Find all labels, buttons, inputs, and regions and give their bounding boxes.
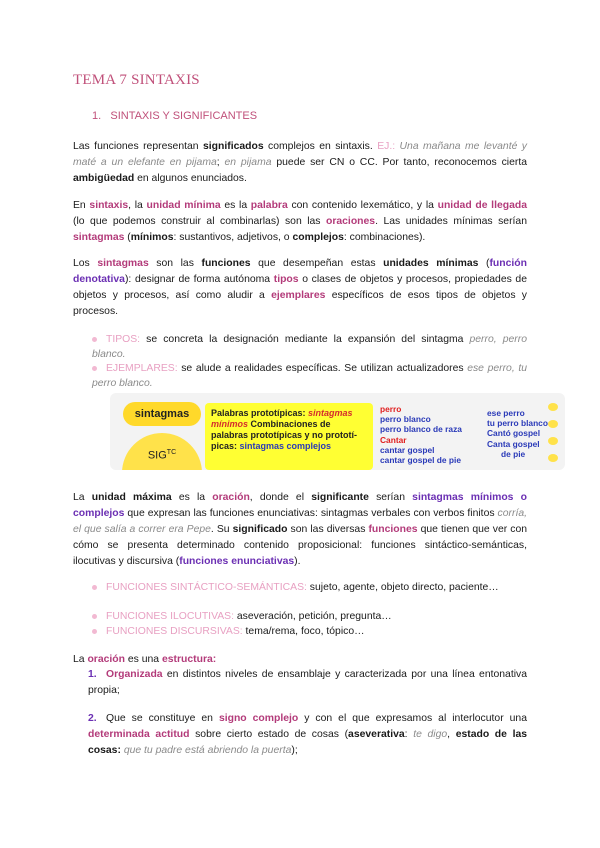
item-text: sobre cierto estado de cosas ( (189, 729, 349, 740)
text: ). (294, 556, 301, 567)
section-heading (92, 110, 257, 122)
paragraph-oracion (73, 490, 527, 570)
key-term: estructura: (161, 654, 217, 665)
text: es una (124, 654, 162, 665)
text: o clases de objetos y procesos, propiedades de objetos y procesos, así como aludir a (73, 274, 527, 301)
violet-term: sintagmas mínimos o complejos (73, 492, 527, 519)
figure-example: perro blanco de raza (380, 424, 462, 435)
bullet-text: tema/rema, foco, tópico… (242, 626, 365, 637)
key-term: sintaxis (89, 200, 129, 211)
numbered-item (88, 667, 527, 699)
bullet-head: FUNCIONES DISCURSIVAS: (106, 626, 243, 637)
key-term: signo complejo (218, 713, 299, 724)
text: Las funciones representan (73, 141, 203, 152)
sintagmas-figure (110, 393, 565, 470)
figure-yellow-box (205, 403, 373, 470)
bullet-icon (92, 366, 97, 371)
item-text: ); (291, 745, 298, 756)
bold-term: funciones (201, 258, 251, 269)
key-term: sintagmas (97, 258, 149, 269)
bold-term: mínimos (130, 232, 174, 243)
key-term: palabra (250, 200, 288, 211)
list-item (92, 624, 527, 639)
list-item (92, 580, 527, 595)
key-term: unidad mínima (146, 200, 221, 211)
key-term: determinada actitud (88, 729, 190, 740)
bullet-icon (92, 629, 97, 634)
figure-example: cantar gospel (380, 444, 435, 455)
page-title: TEMA 7 SINTAXIS (73, 72, 200, 88)
example-text: perro, perro blanco. (92, 334, 527, 360)
text: serían (368, 492, 413, 503)
text: son las (148, 258, 202, 269)
text: ): designar de forma autónoma (124, 274, 274, 285)
figure-example: cantar gospel de pie (380, 455, 461, 466)
text: complejos en sintaxis. (263, 141, 378, 152)
key-term: oración (212, 492, 250, 503)
paragraph-estructura (73, 652, 527, 668)
key-term: tipos (273, 274, 299, 285)
text: ( (478, 258, 490, 269)
figure-sig-sup: TC (166, 449, 177, 456)
bullet-head: EJEMPLARES: (106, 363, 178, 374)
bold-term: aseverativa (348, 729, 405, 740)
figure-sintagmas-pill: sintagmas (123, 402, 201, 426)
figure-sig-circle (122, 433, 202, 470)
figure-example: perro (380, 404, 402, 414)
bullet-icon (92, 337, 97, 342)
text: que desempeñan estas (250, 258, 384, 269)
bold-term: significante (311, 492, 369, 503)
key-term: Organizada (106, 669, 163, 680)
bullet-icon (92, 614, 97, 619)
example-text: en pijama (224, 157, 272, 168)
key-term: ejemplares (271, 290, 326, 301)
key-term: oraciones (325, 216, 376, 227)
violet-term: función denotativa (73, 258, 527, 285)
numbered-item (88, 711, 527, 759)
example-text: ese perro, tu perro blanco. (92, 363, 527, 389)
figure-example: tu perro blanco (487, 418, 548, 429)
text: La (73, 492, 92, 503)
example-text: que tu padre está abriendo la puerta (120, 745, 292, 756)
paragraph-funciones (73, 139, 527, 187)
text: , la (128, 200, 147, 211)
bold-term: significados (202, 141, 264, 152)
figure-example: perro blanco (380, 414, 431, 425)
example-text: te digo (413, 729, 448, 740)
text: : sustantivos, adjetivos, o (173, 232, 293, 243)
figure-text: Combinaciones de palabras prototípicas y no prototí-picas: (211, 419, 358, 451)
bullet-head: TIPOS: (106, 334, 141, 345)
figure-example: Cantar (380, 434, 407, 445)
section-number: 1. (92, 110, 102, 122)
section-label: SINTAXIS Y SIGNIFICANTES (110, 110, 258, 122)
item-number: 2. (88, 713, 97, 724)
bullet-head: FUNCIONES SINTÁCTICO-SEMÁNTICAS: (106, 582, 307, 593)
list-item (92, 609, 527, 624)
bullet-text: se alude a realidades específicas. Se utilizan actualizadores (177, 363, 468, 374)
bold-term: ambigüedad (73, 173, 135, 184)
bullet-head: FUNCIONES ILOCUTIVAS: (106, 611, 234, 622)
text: La (73, 654, 88, 665)
item-text: y con el que expresamos al interlocutor una (298, 713, 527, 724)
example-text: corría, el que salía a correr era Pepe (73, 508, 527, 535)
figure-example: de pie (501, 448, 526, 459)
text: . Las unidades mínimas serían (375, 216, 527, 227)
figure-red-term: sintagmas mínimos (211, 408, 353, 429)
example-text: Una mañana me levanté y maté a un elefante en pijama (73, 141, 527, 168)
figure-blue-term: sintagmas complejos (239, 441, 332, 451)
text: es la (220, 200, 251, 211)
text: que tienen que ver con cómo se presenta determinado contenido proposicional: funciones sintáctico-semánticas, ilocutivas y discursiva ( (73, 524, 528, 567)
list-item (92, 361, 527, 391)
bold-term: estado de las cosas: (88, 729, 528, 756)
item-text: en distintos niveles de ensamblaje y caracterizada por una línea entonativa propia; (88, 669, 527, 696)
figure-decoration (540, 403, 562, 463)
paragraph-sintaxis (73, 198, 527, 246)
key-term: sintagmas (73, 232, 125, 243)
text: puede ser CN o CC. Por tanto, reconocemos cierta (271, 157, 527, 168)
list-item (92, 332, 527, 362)
bold-term: significado (232, 524, 288, 535)
figure-example: ese perro (487, 408, 525, 418)
item-text: , (447, 729, 456, 740)
text: ( (124, 232, 131, 243)
example-label: EJ.: (377, 141, 396, 152)
text: es la (171, 492, 213, 503)
figure-column-examples (380, 404, 462, 465)
figure-column-ejemplares (487, 408, 548, 459)
bold-term: complejos (292, 232, 344, 243)
bold-term: unidades mínimas (383, 258, 479, 269)
figure-text: Palabras prototípicas: (211, 408, 309, 418)
text: . Su (210, 524, 233, 535)
figure-example: Cantó gospel (487, 428, 541, 439)
bullet-icon (92, 585, 97, 590)
item-number: 1. (88, 669, 97, 680)
paragraph-sintagmas (73, 256, 527, 320)
item-text: : (404, 729, 414, 740)
text: Los (73, 258, 98, 269)
text: En (73, 200, 90, 211)
key-term: oración (87, 654, 125, 665)
text: ; (216, 157, 225, 168)
text: con contenido lexemático, y la (287, 200, 438, 211)
item-text: Que se constituye en (106, 713, 219, 724)
text: específicos de esos tipos de objetos y procesos. (73, 290, 528, 317)
text: : combinaciones). (343, 232, 426, 243)
bullet-text: aseveración, petición, pregunta… (233, 611, 392, 622)
bold-term: unidad máxima (91, 492, 172, 503)
key-term: unidad de llegada (437, 200, 527, 211)
text: (lo que podemos construir al combinarlas) son las (73, 216, 326, 227)
bullet-text: se concreta la designación mediante la expansión del sintagma (140, 334, 470, 345)
figure-sig-label: SIG (147, 449, 167, 462)
text: , donde el (249, 492, 312, 503)
text: que expresan las funciones enunciativas: sintagmas verbales con verbos finitos (124, 508, 498, 519)
key-term: funciones (368, 524, 418, 535)
bullet-text: sujeto, agente, objeto directo, paciente… (306, 582, 499, 593)
text: son las diversas (287, 524, 369, 535)
figure-example: Canta gospel (487, 438, 540, 449)
text: en algunos enunciados. (134, 173, 247, 184)
violet-term: funciones enunciativas (179, 556, 295, 567)
